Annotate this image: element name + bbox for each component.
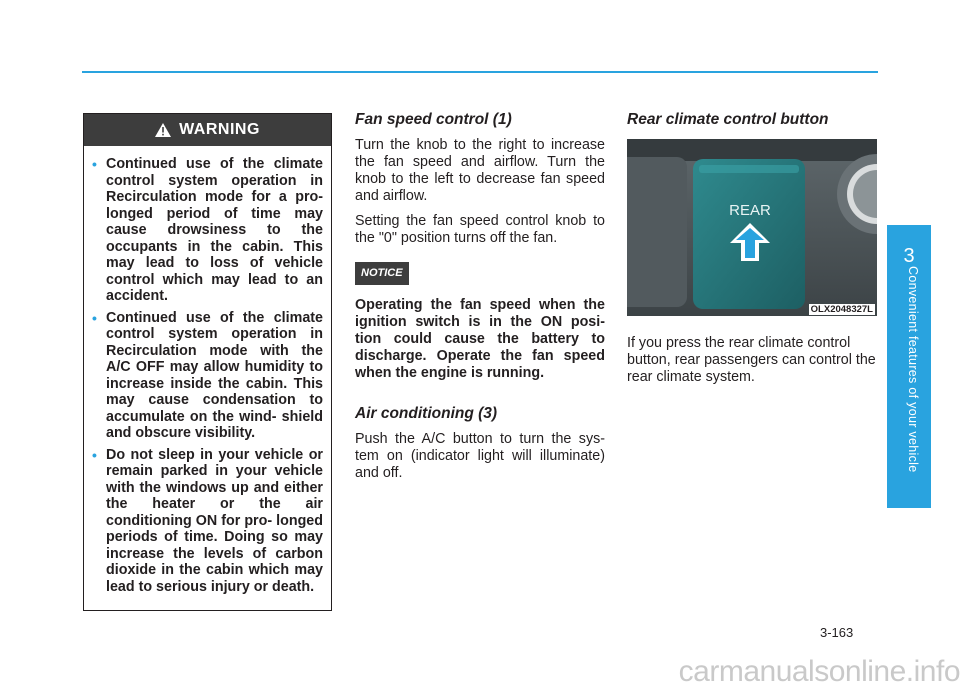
warning-list (84, 146, 331, 595)
top-rule (82, 71, 878, 73)
bullet-icon: • (92, 446, 97, 463)
warning-item-text: Do not sleep in your vehicle or remain parked in your vehicle with the windows up and either the heater or the air conditioning ON for pro- longed periods of time. Doing so may increase the levels of carbon dioxide in the cabin which may lead to serious injury or death. (106, 446, 323, 595)
page-number: 3-163 (820, 625, 854, 640)
rear-button-figure (627, 139, 877, 316)
rear-button-illustration (627, 139, 877, 316)
warning-header (84, 114, 331, 146)
rear-climate-heading: Rear climate control button (627, 111, 829, 128)
warning-item (92, 310, 323, 442)
middle-column (355, 110, 605, 482)
figure-code: OLX2048327L (810, 304, 873, 315)
warning-item (92, 447, 323, 596)
chapter-number: 3 (903, 245, 915, 267)
rear-climate-paragraph: If you press the rear climate control button, rear passengers can control the rear climate system. (627, 335, 876, 385)
warning-triangle-icon (155, 123, 171, 137)
notice-wrapper (355, 262, 605, 285)
notice-badge: NOTICE (355, 262, 409, 285)
warning-item (92, 156, 323, 305)
bullet-icon: • (92, 309, 97, 326)
warning-item-text: Continued use of the climate control system operation in Recirculation mode with the A/C OFF may allow humidity to increase inside the cabin. This may cause condensation to accumulate on the wind- shield and obscure visibility. (106, 309, 323, 441)
bullet-icon: • (92, 156, 97, 172)
warning-title: WARNING (179, 121, 260, 138)
air-conditioning-paragraph: Push the A/C button to turn the sys- tem on (indicator light will illuminate) and off. (355, 431, 605, 481)
fan-speed-heading: Fan speed control (1) (355, 111, 512, 128)
watermark: carmanualsonline.info (678, 655, 960, 688)
rear-button-label: REAR (729, 202, 771, 219)
chapter-label: Convenient features of your vehicle (906, 266, 920, 473)
warning-box (83, 113, 332, 611)
notice-text: Operating the fan speed when the ignition switch is in the ON posi- tion could cause the battery to discharge. Operate the fan speed when the engine is running. (355, 297, 605, 381)
warning-item-text: Continued use of the climate control system operation in Recirculation mode for a pro- longed period of time may cause drowsiness to the occupants in the cabin. This may lead to loss of vehicle control which may lead to an accident. (106, 156, 323, 304)
fan-speed-paragraph-1: Turn the knob to the right to increase the fan speed and airflow. Turn the knob to the left to decrease fan speed and airflow. (355, 137, 605, 204)
fan-speed-paragraph-2: Setting the fan speed control knob to the "0" position turns off the fan. (355, 213, 605, 246)
air-conditioning-heading: Air conditioning (3) (355, 405, 498, 422)
